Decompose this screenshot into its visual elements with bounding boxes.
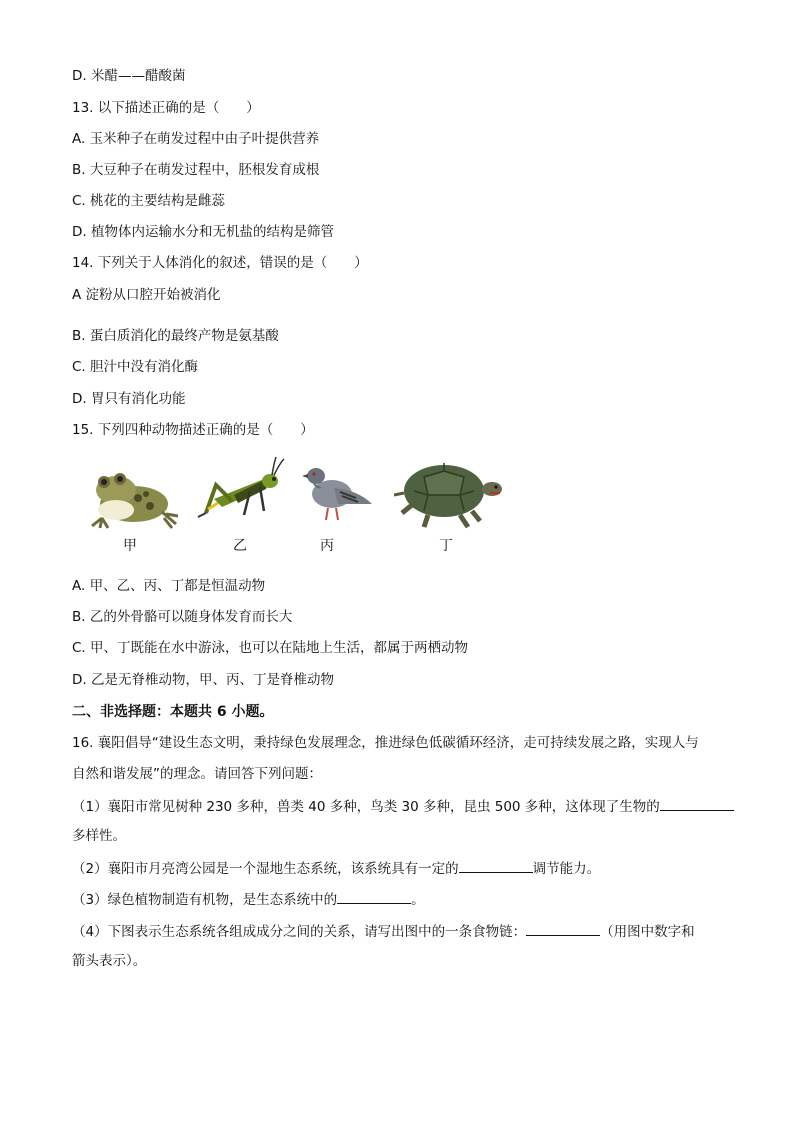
q13-option-b: B. 大豆种子在萌发过程中，胚根发育成根 [72,162,320,178]
answer-blank-2[interactable] [459,858,533,873]
q16-part1-line2: 多样性。 [72,828,126,844]
q16-part4-line2: 箭头表示）。 [72,953,147,969]
q16-part1-line1 [72,796,734,816]
q15-option-c: C. 甲、丁既能在水中游泳，也可以在陆地上生活，都属于两栖动物 [72,640,469,656]
q14-option-c: C. 胆汁中没有消化酶 [72,359,199,375]
pigeon-image [298,458,374,524]
section-heading: 二、非选择题：本题共 6 小题。 [72,704,274,720]
caption-bing: 丙 [320,538,334,554]
q13-stem: 13. 以下描述正确的是（ ） [72,100,260,116]
q16-part1-text: （1）襄阳市常见树种 230 多种，兽类 40 多种，鸟类 30 多种，昆虫 500 多种，这体现了生物的 [72,799,660,815]
q13-option-d: D. 植物体内运输水分和无机盐的结构是筛管 [72,224,334,240]
turtle-image [388,455,504,533]
q16-part2 [72,858,600,878]
caption-yi: 乙 [233,538,247,554]
q16-part4-suffix: （用图中数字和 [600,924,695,940]
q14-option-a: A 淀粉从口腔开始被消化 [72,287,221,303]
q16-intro-line1: 16. 襄阳倡导“建设生态文明，秉持绿色发展理念，推进绿色低碳循环经济，走可持续发展之路，实现人与 [72,735,699,751]
q12-option-d: D. 米醋——醋酸菌 [72,68,186,84]
frog-image [86,466,182,530]
caption-ding: 丁 [439,538,453,554]
q16-part2-text: （2）襄阳市月亮湾公园是一个湿地生态系统，该系统具有一定的 [72,861,459,877]
q16-part3-text: （3）绿色植物制造有机物，是生态系统中的 [72,892,338,908]
q16-part3-suffix: 。 [411,892,425,908]
answer-blank-4[interactable] [526,921,600,936]
q15-option-d: D. 乙是无脊椎动物，甲、丙、丁是脊椎动物 [72,672,334,688]
q14-stem: 14. 下列关于人体消化的叙述，错误的是（ ） [72,255,368,271]
q13-option-a: A. 玉米种子在萌发过程中由子叶提供营养 [72,131,320,147]
q15-option-b: B. 乙的外骨骼可以随身体发育而长大 [72,609,293,625]
answer-blank-3[interactable] [337,889,411,904]
answer-blank-1[interactable] [660,796,734,811]
q15-option-a: A. 甲、乙、丙、丁都是恒温动物 [72,578,266,594]
q16-part2-suffix: 调节能力。 [532,861,601,877]
q16-part4-line1 [72,921,695,941]
grasshopper-image [194,455,286,527]
q14-option-b: B. 蛋白质消化的最终产物是氨基酸 [72,328,279,344]
q13-option-c: C. 桃花的主要结构是雌蕊 [72,193,226,209]
caption-jia: 甲 [123,538,137,554]
q16-intro-line2: 自然和谐发展”的理念。请回答下列问题： [72,766,322,782]
q16-part3 [72,889,425,909]
q16-part4-text: （4）下图表示生态系统各组成成分之间的关系，请写出图中的一条食物链： [72,924,527,940]
q15-stem: 15. 下列四种动物描述正确的是（ ） [72,422,314,438]
q14-option-d: D. 胃只有消化功能 [72,391,186,407]
